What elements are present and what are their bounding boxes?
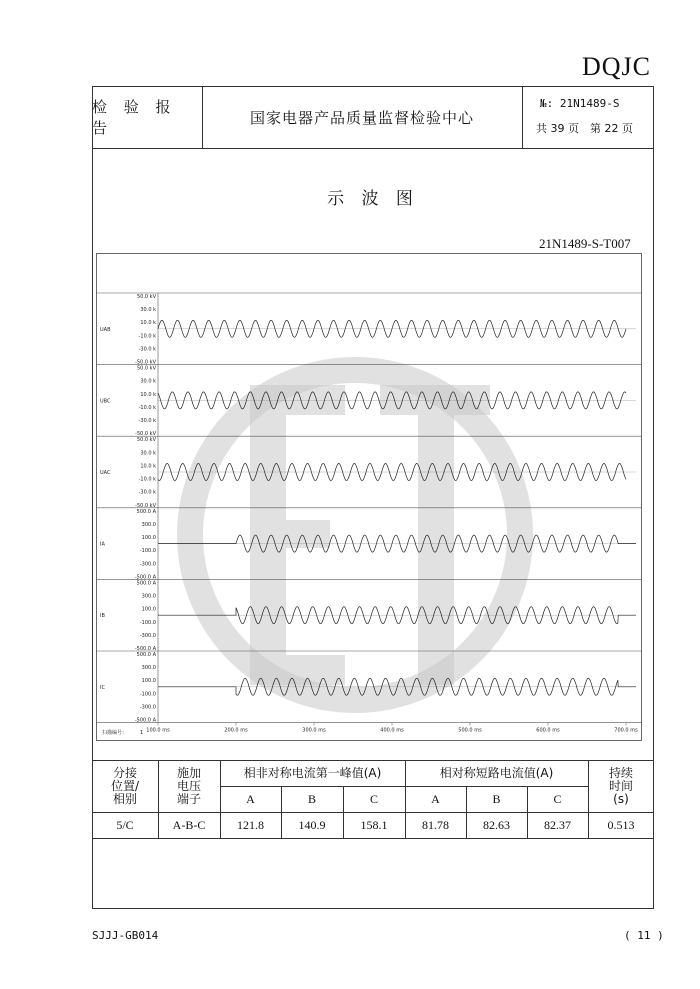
channel-tick-label: -50.0 kV [135, 431, 156, 438]
page-info: 共 39 页 第 22 页 [536, 122, 633, 135]
time-tick-label: 700.0 ms [614, 727, 638, 734]
time-tick-label: 300.0 ms [302, 727, 326, 734]
cell-sym-a: 81.78 [422, 817, 449, 832]
channel-tick-label: -100.0 [139, 691, 156, 698]
header-duration: 持续 时间 (s) [608, 765, 633, 806]
channel-uab [96, 293, 642, 366]
header-phase-a-sym: A [431, 791, 440, 806]
cell-duration: 0.513 [607, 817, 635, 832]
channel-tick-label: -30.0 k [138, 346, 156, 353]
channel-tick-label: 300.0 [141, 665, 156, 672]
channel-tick-label: 50.0 kV [136, 437, 156, 444]
channel-ubc [96, 365, 642, 438]
header-phase-a: A [246, 791, 255, 806]
time-tick-label: 200.0 ms [224, 727, 248, 734]
channel-tick-label: 30.0 k [140, 307, 156, 314]
channel-ia [96, 508, 642, 581]
channel-label: IB [100, 613, 105, 620]
footer-page-number: ( 11 ) [624, 929, 664, 942]
document-title: 示 波 图 [327, 189, 419, 209]
cell-terminal: A-B-C [172, 817, 206, 832]
report-number: №: 21N1489-S [540, 97, 620, 110]
channel-tick-label: -10.0 k [138, 333, 156, 340]
time-tick-label: 600.0 ms [536, 727, 560, 734]
channel-tick-label: 100.0 [141, 606, 156, 613]
channel-tick-label: 10.0 k [140, 391, 156, 398]
channel-label: IC [100, 684, 105, 691]
cell-tap: 5/C [116, 817, 134, 832]
oscillogram-channels [96, 293, 642, 724]
channel-tick-label: 50.0 kV [136, 365, 156, 372]
channel-label: UAB [100, 326, 111, 333]
channel-tick-label: -100.0 [139, 619, 156, 626]
footer-form-code: SJJJ-GB014 [92, 929, 159, 942]
oscillogram-chart [96, 253, 642, 741]
record-label: 扫描编号： [102, 730, 128, 736]
report-label: 检 验 报 告 [92, 98, 177, 137]
table-line [92, 838, 654, 839]
channel-tick-label: -50.0 kV [135, 359, 156, 366]
channel-tick-label: 10.0 k [140, 463, 156, 470]
channel-tick-label: -500.0 A [134, 574, 156, 581]
channel-tick-label: 30.0 k [140, 378, 156, 385]
header-asym-peak-group: 相非对称电流第一峰值(A) [243, 765, 382, 780]
channel-tick-label: 500.0 A [136, 652, 156, 658]
channel-label: UAC [100, 470, 111, 476]
channel-label: UBC [100, 398, 111, 405]
header-tap-position: 分接 位置/ 相别 [110, 765, 140, 806]
channel-label: IA [100, 541, 105, 548]
channel-tick-label: -500.0 A [134, 646, 156, 652]
time-tick-label: 500.0 ms [458, 727, 482, 734]
header-phase-c: C [369, 791, 378, 806]
channel-tick-label: 100.0 [141, 535, 156, 542]
waveform-uab [158, 320, 626, 337]
channel-tick-label: 30.0 k [140, 450, 156, 457]
channel-tick-label: -30.0 k [138, 489, 156, 496]
channel-tick-label: -30.0 k [138, 418, 156, 425]
channel-ic [96, 651, 642, 724]
header-phase-b-sym: B [492, 791, 501, 806]
cell-peak-a: 121.8 [237, 817, 264, 832]
channel-tick-label: -50.0 kV [135, 502, 156, 509]
brand-mark: DQJC [582, 52, 652, 81]
channel-tick-label: -300.0 [139, 704, 156, 711]
channel-tick-label: -500.0 A [134, 717, 156, 724]
cell-sym-c: 82.37 [544, 817, 571, 832]
cell-sym-b: 82.63 [483, 817, 510, 832]
channel-tick-label: 50.0 kV [136, 294, 156, 300]
header-divider [92, 148, 654, 149]
channel-tick-label: 300.0 [141, 521, 156, 528]
cell-peak-b: 140.9 [298, 817, 326, 832]
channel-tick-label: 500.0 A [136, 508, 156, 515]
channel-tick-label: 10.0 k [140, 320, 156, 327]
test-id: 21N1489-S-T007 [539, 236, 631, 251]
channel-tick-label: 100.0 [141, 678, 156, 685]
header-divider [522, 86, 523, 148]
channel-tick-label: -300.0 [139, 632, 156, 639]
header-sym-current-group: 相对称短路电流值(A) [439, 765, 554, 780]
header-phase-b: B [307, 791, 316, 806]
channel-tick-label: -100.0 [139, 548, 156, 555]
channel-uac [96, 436, 642, 509]
time-tick-label: 400.0 ms [380, 727, 404, 734]
channel-tick-label: -300.0 [139, 561, 156, 568]
cell-peak-c: 158.1 [360, 817, 388, 832]
record-number: 1 [140, 730, 144, 736]
header-phase-c-sym: C [553, 791, 562, 806]
center-name: 国家电器产品质量监督检验中心 [249, 108, 474, 127]
time-tick-label: 100.0 ms [146, 727, 170, 734]
header-applied-terminal: 施加 电压 端子 [176, 765, 201, 806]
channel-tick-label: 500.0 A [136, 580, 156, 587]
channel-tick-label: -10.0 k [138, 404, 156, 411]
oscillogram-border [97, 254, 642, 741]
channel-tick-label: -10.0 k [138, 476, 156, 483]
channel-ib [96, 579, 642, 652]
oscillogram-time-axis [96, 723, 642, 734]
channel-tick-label: 300.0 [141, 593, 156, 600]
